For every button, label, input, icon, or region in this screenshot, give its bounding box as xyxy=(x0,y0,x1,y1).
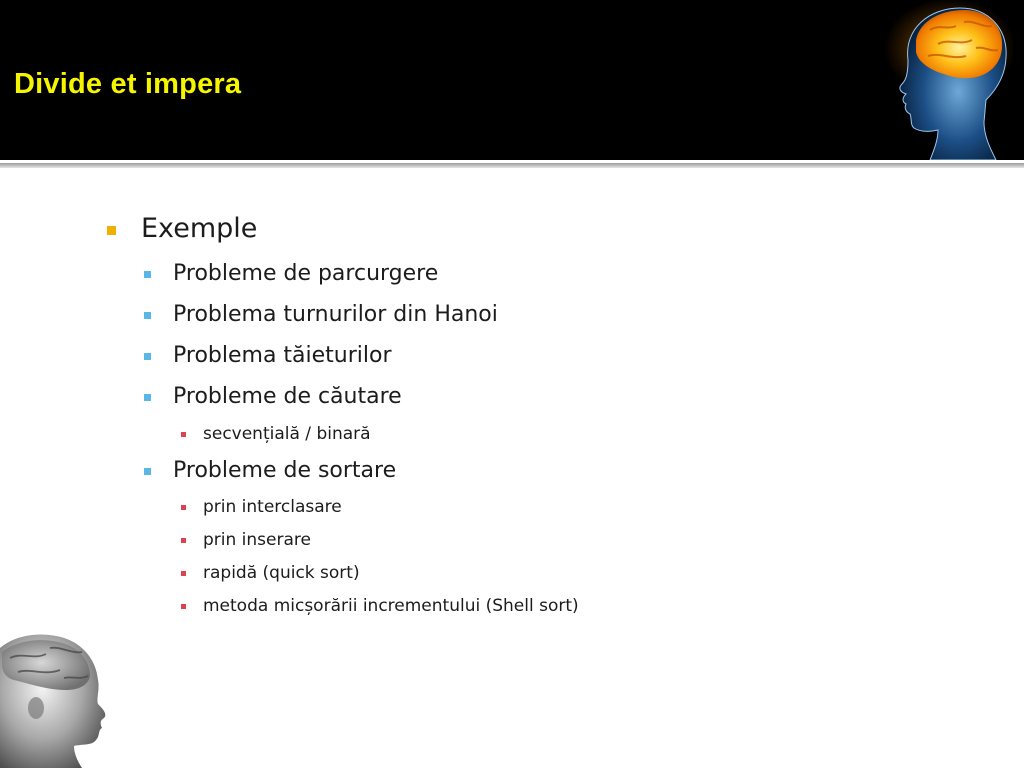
level2-bullet xyxy=(144,468,151,475)
outline-item: Probleme de parcurgere xyxy=(173,261,439,286)
outline-item: Probleme de sortare xyxy=(173,458,397,483)
level2-bullet xyxy=(144,312,151,319)
level2-bullet xyxy=(144,394,151,401)
outline-subitem: rapidă (quick sort) xyxy=(203,563,360,583)
outline-item: Probleme de căutare xyxy=(173,384,402,409)
level3-bullet xyxy=(181,432,186,437)
level2-bullet xyxy=(144,353,151,360)
outline-subitem: metoda micșorării incrementului (Shell sort) xyxy=(203,596,579,616)
level3-bullet xyxy=(181,505,186,510)
level1-bullet xyxy=(107,226,116,235)
slide-title: Divide et impera xyxy=(14,68,242,100)
level3-bullet xyxy=(181,571,186,576)
outline-subitem: prin inserare xyxy=(203,530,311,550)
level3-bullet xyxy=(181,604,186,609)
outline-item: Problema tăieturilor xyxy=(173,343,392,368)
level2-bullet xyxy=(144,271,151,278)
outline-subitem: secvențială / binară xyxy=(203,424,371,444)
outline-subitem: prin interclasare xyxy=(203,497,342,517)
outline-item: Problema turnurilor din Hanoi xyxy=(173,302,498,327)
level3-bullet xyxy=(181,538,186,543)
outline-heading: Exemple xyxy=(141,213,258,244)
